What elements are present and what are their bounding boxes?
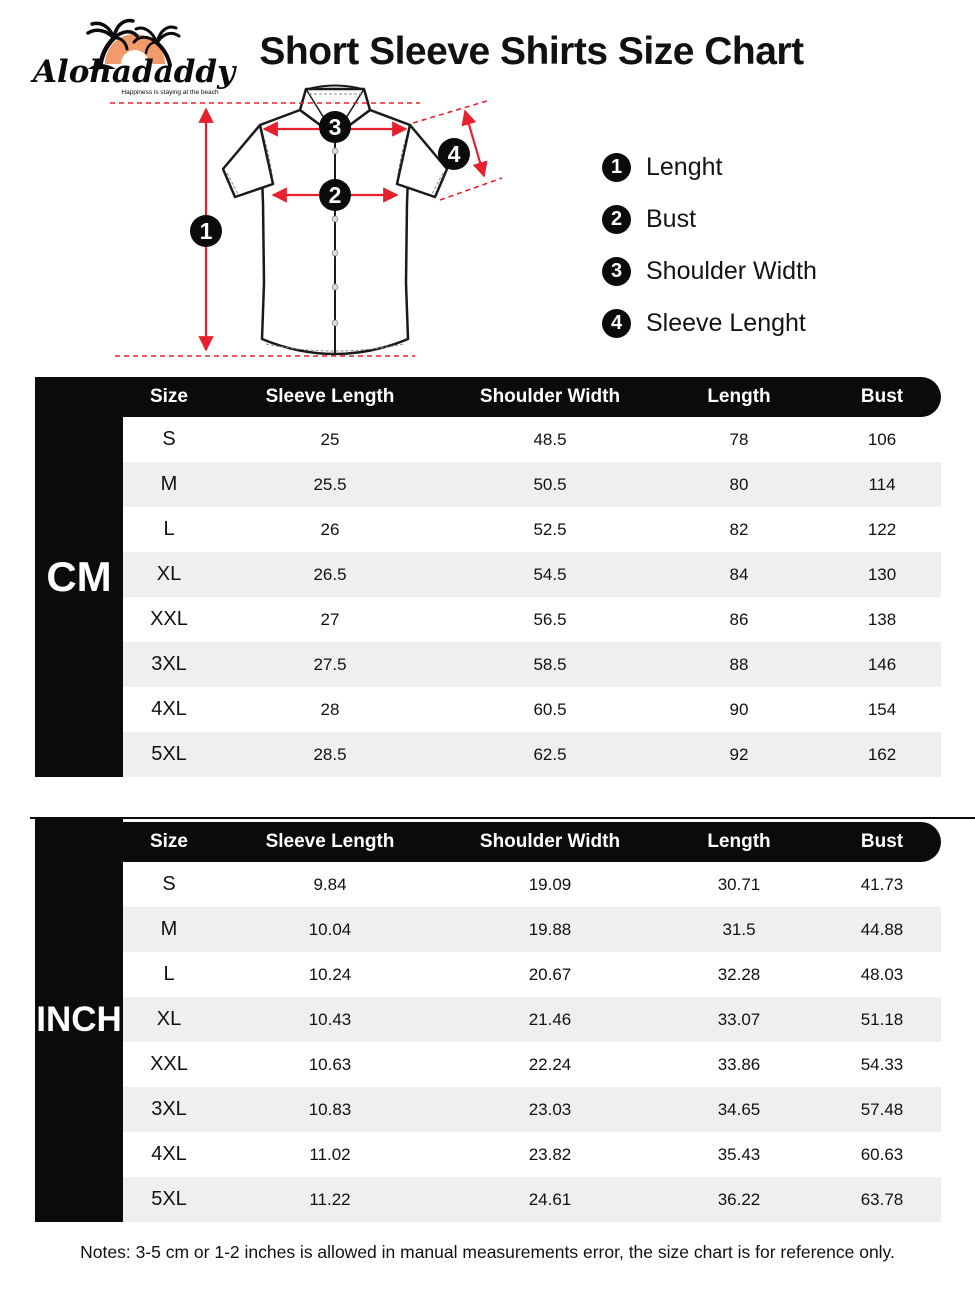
value-cell: 36.22 — [717, 1189, 761, 1209]
value-cell: 10.63 — [308, 1054, 352, 1074]
legend-label: Lenght — [646, 152, 723, 181]
value-cell: 21.46 — [528, 1009, 572, 1029]
size-table-cm — [35, 377, 941, 777]
value-cell: 30.71 — [717, 874, 761, 894]
unit-label-cm: CM — [35, 377, 123, 777]
table-row — [123, 1177, 941, 1222]
value-cell: 11.02 — [309, 1144, 351, 1164]
size-cell: XXL — [150, 608, 188, 630]
legend-label: Sleeve Lenght — [646, 308, 806, 337]
table-row — [123, 507, 941, 552]
table-row — [123, 1087, 941, 1132]
value-cell: 162 — [867, 744, 897, 764]
value-cell: 88 — [729, 654, 749, 674]
value-cell: 10.04 — [308, 919, 352, 939]
size-cell: XL — [156, 1008, 182, 1030]
value-cell: 28 — [320, 699, 340, 719]
size-cell: S — [162, 873, 176, 895]
column-header-size: Size — [149, 831, 189, 852]
table-body — [123, 417, 941, 777]
value-cell: 63.78 — [860, 1189, 904, 1209]
marker-1: 1 — [199, 218, 213, 244]
value-cell: 10.83 — [308, 1099, 352, 1119]
table-row — [123, 732, 941, 777]
legend-item-shoulder-width — [602, 256, 817, 286]
legend-number-badge: 4 — [602, 309, 631, 338]
size-cell: M — [160, 918, 178, 940]
table-row — [123, 952, 941, 997]
shirt-measurement-diagram — [110, 83, 510, 370]
table-top-divider — [30, 817, 975, 819]
size-cell: 3XL — [151, 653, 187, 675]
value-cell: 34.65 — [717, 1099, 761, 1119]
table-row — [123, 552, 941, 597]
value-cell: 114 — [868, 474, 896, 494]
table-row — [123, 597, 941, 642]
value-cell: 44.88 — [860, 919, 904, 939]
value-cell: 26.5 — [313, 564, 347, 584]
page-title: Short Sleeve Shirts Size Chart — [259, 30, 804, 73]
legend-item-sleeve-length — [602, 308, 817, 338]
marker-2: 2 — [328, 182, 342, 208]
table-row — [123, 462, 941, 507]
value-cell: 33.07 — [717, 1009, 761, 1029]
legend-label: Bust — [646, 204, 697, 233]
value-cell: 28.5 — [313, 744, 347, 764]
table-header-row — [35, 377, 941, 417]
value-cell: 19.88 — [528, 919, 572, 939]
value-cell: 57.48 — [860, 1099, 904, 1119]
value-cell: 9.84 — [313, 874, 347, 894]
value-cell: 27.5 — [313, 654, 347, 674]
value-cell: 56.5 — [533, 609, 567, 629]
unit-label-inch: INCH — [35, 817, 123, 1222]
legend-item-bust — [602, 204, 817, 234]
size-cell: 5XL — [151, 1188, 187, 1210]
value-cell: 41.73 — [860, 874, 904, 894]
value-cell: 31.5 — [722, 919, 756, 939]
value-cell: 23.82 — [528, 1144, 572, 1164]
size-cell: 5XL — [151, 743, 187, 765]
column-header-length: Length — [707, 831, 771, 852]
value-cell: 154 — [867, 699, 897, 719]
value-cell: 10.43 — [308, 1009, 352, 1029]
value-cell: 84 — [729, 564, 749, 584]
size-cell: L — [163, 963, 175, 985]
table-row — [123, 642, 941, 687]
table-header-row — [35, 822, 941, 862]
table-row — [123, 907, 941, 952]
size-cell: M — [160, 473, 178, 495]
value-cell: 78 — [729, 429, 749, 449]
value-cell: 35.43 — [717, 1144, 761, 1164]
value-cell: 26 — [320, 519, 340, 539]
value-cell: 23.03 — [528, 1099, 572, 1119]
value-cell: 130 — [867, 564, 897, 584]
table-row — [123, 687, 941, 732]
value-cell: 90 — [729, 699, 749, 719]
value-cell: 54.33 — [860, 1054, 904, 1074]
size-cell: 4XL — [151, 1143, 187, 1165]
value-cell: 60.63 — [860, 1144, 904, 1164]
table-row — [123, 417, 941, 462]
value-cell: 92 — [729, 744, 749, 764]
table-row — [123, 1132, 941, 1177]
value-cell: 20.67 — [528, 964, 572, 984]
notes-text: Notes: 3-5 cm or 1-2 inches is allowed in manual measurements error, the size chart is for reference only. — [80, 1242, 895, 1262]
legend-number-badge: 3 — [602, 257, 631, 286]
table-row — [123, 862, 941, 907]
value-cell: 52.5 — [533, 519, 567, 539]
column-header-bust: Bust — [860, 386, 904, 407]
value-cell: 60.5 — [533, 699, 567, 719]
legend-item-length — [602, 152, 817, 182]
column-header-bust: Bust — [860, 831, 904, 852]
size-cell: XL — [156, 563, 182, 585]
size-cell: XXL — [150, 1053, 188, 1075]
value-cell: 122 — [867, 519, 897, 539]
value-cell: 48.5 — [533, 429, 567, 449]
size-cell: 3XL — [151, 1098, 187, 1120]
legend-number-badge: 2 — [602, 205, 631, 234]
value-cell: 27 — [320, 609, 340, 629]
value-cell: 58.5 — [533, 654, 567, 674]
size-table-inch — [35, 817, 941, 1222]
value-cell: 25.5 — [313, 474, 347, 494]
column-header-sleeve-length: Sleeve Length — [265, 831, 395, 852]
column-header-shoulder-width: Shoulder Width — [479, 831, 621, 852]
table-row — [123, 1042, 941, 1087]
brand-name: Alohadaddy — [32, 54, 236, 90]
value-cell: 32.28 — [717, 964, 761, 984]
column-header-sleeve-length: Sleeve Length — [265, 386, 395, 407]
value-cell: 11.22 — [309, 1189, 351, 1209]
value-cell: 10.24 — [308, 964, 352, 984]
measurement-legend — [602, 152, 817, 338]
value-cell: 138 — [867, 609, 897, 629]
column-header-shoulder-width: Shoulder Width — [479, 386, 621, 407]
value-cell: 50.5 — [533, 474, 567, 494]
value-cell: 80 — [729, 474, 749, 494]
value-cell: 86 — [729, 609, 749, 629]
column-header-size: Size — [149, 386, 189, 407]
marker-4: 4 — [447, 141, 461, 167]
value-cell: 25 — [320, 429, 340, 449]
value-cell: 51.18 — [860, 1009, 904, 1029]
value-cell: 33.86 — [717, 1054, 761, 1074]
value-cell: 48.03 — [860, 964, 904, 984]
value-cell: 22.24 — [528, 1054, 572, 1074]
value-cell: 24.61 — [528, 1189, 572, 1209]
size-cell: S — [162, 428, 176, 450]
legend-label: Shoulder Width — [646, 256, 817, 285]
value-cell: 106 — [867, 429, 897, 449]
value-cell: 62.5 — [533, 744, 567, 764]
column-header-length: Length — [707, 386, 771, 407]
size-cell: L — [163, 518, 175, 540]
value-cell: 146 — [867, 654, 897, 674]
table-body — [123, 862, 941, 1222]
table-row — [123, 997, 941, 1042]
value-cell: 54.5 — [533, 564, 567, 584]
legend-number-badge: 1 — [602, 153, 631, 182]
value-cell: 82 — [729, 519, 749, 539]
size-cell: 4XL — [151, 698, 187, 720]
brand-tagline: Happiness is staying at the beach — [121, 89, 219, 96]
marker-3: 3 — [328, 114, 342, 140]
value-cell: 19.09 — [528, 874, 572, 894]
